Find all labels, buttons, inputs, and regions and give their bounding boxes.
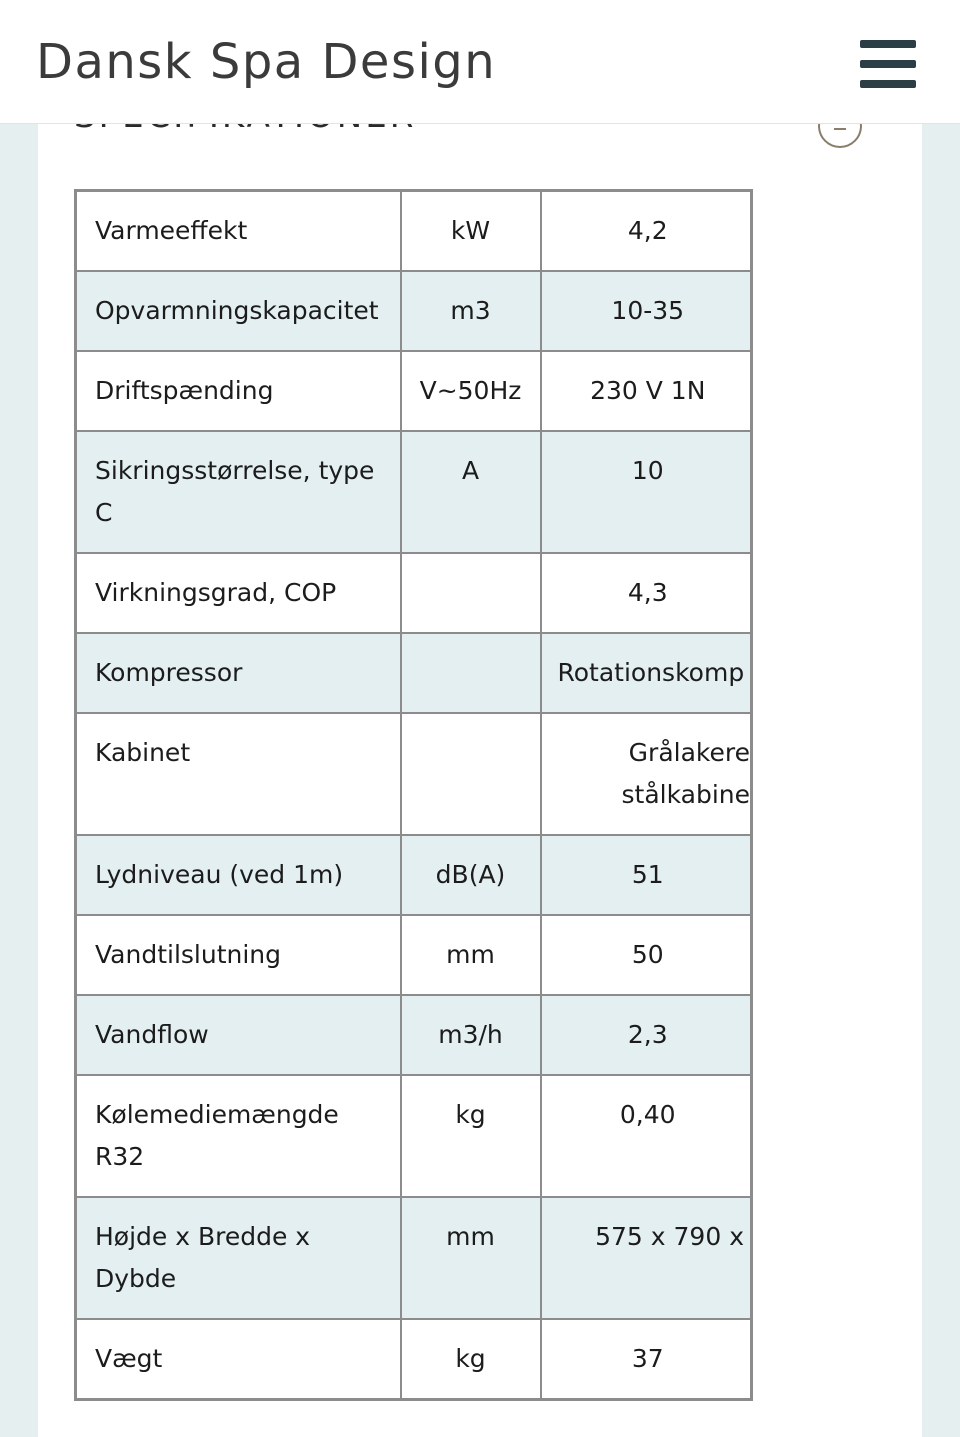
table-row (76, 351, 752, 431)
table-row (76, 271, 752, 351)
table-row (76, 915, 752, 995)
spec-value: 0,40 (541, 1075, 752, 1197)
spec-unit: mm (401, 915, 541, 995)
spec-unit: kW (401, 191, 541, 272)
spec-value: Rotationskomp (541, 633, 752, 713)
table-row (76, 191, 752, 272)
spec-value: 51 (541, 835, 752, 915)
table-row (76, 1319, 752, 1400)
spec-unit: kg (401, 1075, 541, 1197)
table-row (76, 553, 752, 633)
spec-label: Højde x Bredde x Dybde (76, 1197, 401, 1319)
site-header (0, 0, 960, 124)
spec-unit (401, 713, 541, 835)
spec-label: Varmeeffekt (76, 191, 401, 272)
spec-label: Kølemediemængde R32 (76, 1075, 401, 1197)
table-row (76, 431, 752, 553)
table-row (76, 1197, 752, 1319)
spec-value: 37 (541, 1319, 752, 1400)
spec-label: Vandtilslutning (76, 915, 401, 995)
spec-value: 50 (541, 915, 752, 995)
hamburger-menu-icon[interactable] (860, 40, 916, 88)
spec-unit: A (401, 431, 541, 553)
spec-unit: m3 (401, 271, 541, 351)
table-row (76, 835, 752, 915)
spec-unit: mm (401, 1197, 541, 1319)
table-row (76, 1075, 752, 1197)
spec-unit: m3/h (401, 995, 541, 1075)
spec-unit: V~50Hz (401, 351, 541, 431)
spec-value: 4,2 (541, 191, 752, 272)
spec-unit: kg (401, 1319, 541, 1400)
site-logo[interactable]: Dansk Spa Design (36, 34, 497, 90)
spec-label: Lydniveau (ved 1m) (76, 835, 401, 915)
spec-label: Kompressor (76, 633, 401, 713)
spec-value: 10-35 (541, 271, 752, 351)
spec-value: 230 V 1N (541, 351, 752, 431)
spec-label: Opvarmningskapacitet (76, 271, 401, 351)
specifications-table (74, 189, 753, 1401)
spec-label: Virkningsgrad, COP (76, 553, 401, 633)
spec-value: 4,3 (541, 553, 752, 633)
spec-value: Grålakere stålkabine (541, 713, 752, 835)
table-row (76, 995, 752, 1075)
spec-unit (401, 633, 541, 713)
table-row (76, 713, 752, 835)
spec-label: Kabinet (76, 713, 401, 835)
spec-label: Vægt (76, 1319, 401, 1400)
table-row (76, 633, 752, 713)
spec-value: 2,3 (541, 995, 752, 1075)
spec-value: 575 x 790 x (541, 1197, 752, 1319)
spec-label: Vandflow (76, 995, 401, 1075)
spec-label: Driftspænding (76, 351, 401, 431)
spec-value: 10 (541, 431, 752, 553)
spec-unit: dB(A) (401, 835, 541, 915)
spec-unit (401, 553, 541, 633)
spec-label: Sikringsstørrelse, type C (76, 431, 401, 553)
